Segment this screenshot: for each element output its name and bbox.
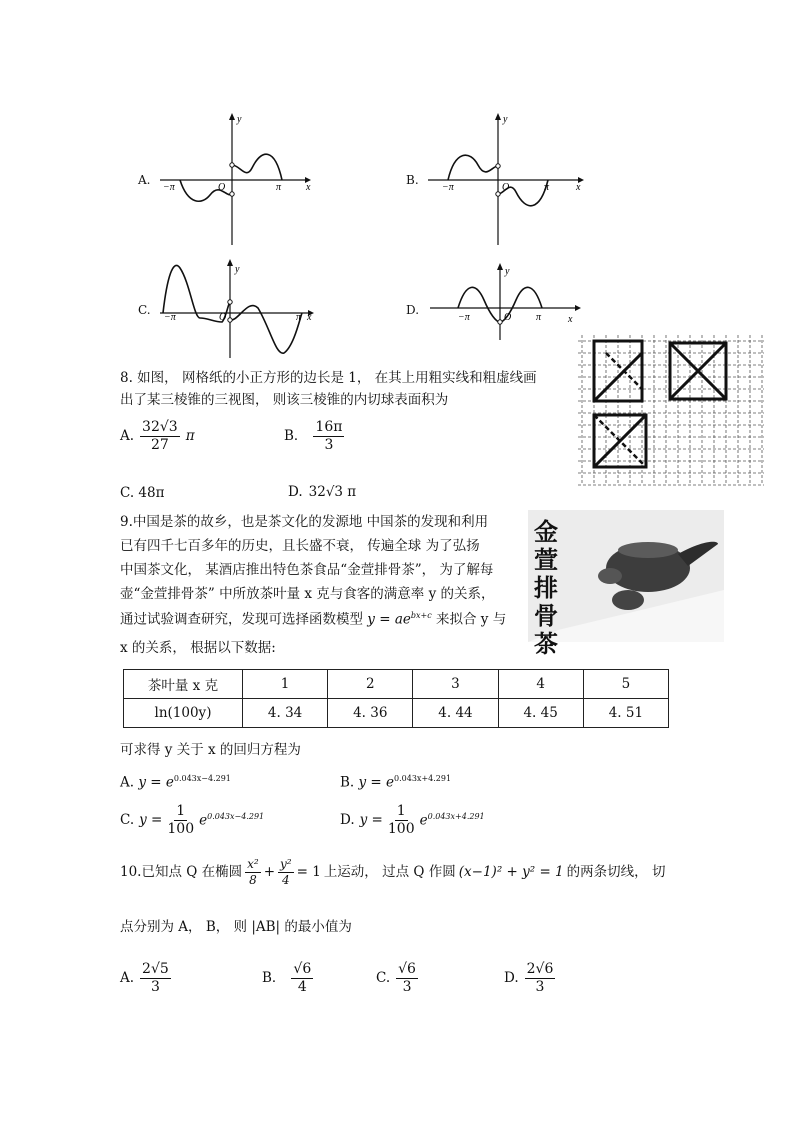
table-row	[124, 670, 669, 699]
neg-pi-label: −π	[163, 182, 175, 193]
numerator: 1	[395, 804, 408, 821]
option-label: A.	[120, 774, 135, 791]
q9-line-1: 9.中国是茶的故乡，也是茶文化的发源地 中国茶的发现和利用	[120, 514, 489, 530]
numerator: 2√5	[140, 962, 171, 979]
numerator: 32√3	[140, 420, 180, 437]
q9-line-3: 中国茶文化， 某酒店推出特色茶食品“金萱排骨茶”， 为了解每	[120, 562, 494, 578]
option-label: B．	[262, 970, 286, 987]
pi-symbol: π	[185, 428, 195, 445]
q9-option-d	[340, 804, 485, 838]
denominator: 4	[297, 979, 307, 996]
denominator: 8	[249, 873, 257, 888]
table-header-cell: ln(100y)	[124, 699, 243, 728]
option-label: B．	[284, 428, 308, 445]
neg-pi-label: −π	[442, 182, 454, 193]
q10-text: 10.已知点 Q 在椭圆	[120, 863, 243, 880]
exponent: 0.043x−4.291	[207, 812, 265, 822]
pi-label: π	[536, 312, 542, 323]
fraction	[291, 962, 313, 996]
origin-label: O	[218, 182, 226, 193]
denominator: 3	[402, 979, 412, 996]
q10-option-c	[376, 962, 418, 996]
y-axis-label: y	[505, 266, 510, 277]
base: e	[419, 812, 428, 829]
sine-graph-a	[130, 110, 330, 250]
option-label: D.	[340, 812, 355, 829]
fraction	[140, 420, 180, 454]
denominator: 27	[150, 437, 169, 454]
x-axis-label: x	[568, 314, 573, 325]
graph-option-a	[130, 110, 330, 250]
q8-line-2: 出了某三棱锥的三视图， 则该三棱锥的内切球表面积为	[120, 392, 449, 408]
three-view-grid-figure	[578, 335, 768, 487]
graph-option-c	[130, 258, 330, 363]
q8-option-a	[120, 420, 195, 454]
formula-lhs: y =	[359, 812, 383, 829]
q10-option-b	[262, 962, 313, 996]
option-value: 32√3 π	[308, 484, 357, 500]
formula: y = e	[358, 774, 395, 791]
pi-label: π	[296, 312, 302, 323]
x-axis-label: x	[576, 182, 581, 193]
numerator: √6	[396, 962, 418, 979]
q9-question: 可求得 y 关于 x 的回归方程为	[120, 742, 301, 758]
ellipse-y-term	[278, 858, 294, 887]
graph-option-d	[400, 262, 600, 342]
table-cell: 4. 44	[413, 699, 498, 728]
pi-label: π	[544, 182, 550, 193]
ellipse-x-term	[245, 858, 261, 887]
option-label: A.	[120, 428, 135, 445]
q9-line-2: 已有四千七百多年的历史，且长盛不衰， 传遍全球 为了弘扬	[120, 538, 480, 554]
tea-image-caption: 金萱排骨茶	[534, 517, 558, 658]
q9-line-5	[120, 612, 506, 627]
option-label: D.	[504, 970, 519, 987]
q8-line-1: 8. 如图， 网格纸的小正方形的边长是 1， 在其上用粗实线和粗虚线画	[120, 370, 537, 386]
sine-graph-b	[400, 110, 600, 250]
origin-label: O	[504, 312, 512, 323]
q9-text: 来拟合 y 与	[435, 611, 507, 628]
tea-image	[528, 510, 724, 658]
q9-text: 通过试验调查研究，发现可选择函数模型	[120, 611, 363, 628]
table-cell: 3	[413, 670, 498, 699]
pi-label: π	[276, 182, 282, 193]
q8-option-c: C. 48π	[120, 485, 165, 501]
numerator: √6	[291, 962, 313, 979]
denominator: 100	[387, 821, 415, 838]
q10-text: 的两条切线， 切	[566, 863, 666, 880]
fraction	[388, 804, 415, 838]
option-label: A.	[120, 970, 135, 987]
table-cell: 1	[243, 670, 328, 699]
q10-option-d	[504, 962, 555, 996]
numerator: x²	[245, 858, 261, 873]
denominator: 3	[150, 979, 160, 996]
denominator: 3	[324, 437, 334, 454]
exponent: 0.043x−4.291	[173, 774, 231, 783]
q9-option-c	[120, 804, 264, 838]
formula: y = e	[138, 774, 174, 791]
x-axis-label: x	[306, 182, 311, 193]
base: e	[199, 812, 208, 829]
formula	[420, 813, 485, 828]
numerator: 2√6	[525, 962, 556, 979]
table-cell: 4. 45	[498, 699, 583, 728]
q10-line-2: 点分别为 A， B， 则 |AB| 的最小值为	[120, 919, 352, 935]
table-row	[124, 699, 669, 728]
option-label: C.	[138, 303, 151, 317]
denominator: 3	[535, 979, 545, 996]
option-label: A.	[138, 173, 151, 187]
table-cell: 5	[583, 670, 668, 699]
y-axis-label: y	[503, 114, 508, 125]
origin-label: O	[502, 182, 510, 193]
circle-equation: (x−1)² + y² = 1	[458, 863, 564, 880]
q8-option-d	[288, 486, 356, 500]
formula	[199, 813, 264, 828]
graph-option-b	[400, 110, 600, 250]
q9-option-a	[120, 775, 231, 790]
option-label: B.	[340, 774, 355, 791]
plus-sign: +	[263, 863, 276, 880]
q10-line-1	[120, 858, 665, 887]
table-cell: 4. 34	[243, 699, 328, 728]
model-formula: y = ae	[367, 611, 411, 628]
fraction	[167, 804, 194, 838]
table-cell: 4	[498, 670, 583, 699]
sine-graph-c	[130, 258, 330, 363]
q9-option-b	[340, 775, 451, 790]
neg-pi-label: −π	[458, 312, 470, 323]
fraction	[396, 962, 418, 996]
table-header-cell: 茶叶量 x 克	[124, 670, 243, 699]
q9-line-4: 壶“金萱排骨茶” 中所放茶叶量 x 克与食客的满意率 y 的关系，	[120, 586, 495, 602]
q10-text: 上运动， 过点 Q 作圆	[323, 863, 456, 880]
fraction	[525, 962, 556, 996]
denominator: 100	[167, 821, 195, 838]
numerator: 16π	[313, 420, 344, 437]
numerator: y²	[278, 858, 294, 873]
x-axis-label: x	[307, 312, 312, 323]
fraction	[140, 962, 171, 996]
option-label: D.	[288, 484, 303, 500]
data-table	[123, 669, 669, 728]
option-label: C.	[376, 970, 391, 987]
option-label: C.	[120, 812, 135, 829]
model-exponent: bx+c	[410, 611, 432, 620]
y-axis-label: y	[237, 114, 242, 125]
exponent: 0.043x+4.291	[394, 774, 452, 783]
sine-graph-d	[400, 262, 600, 342]
formula-lhs: y =	[139, 812, 163, 829]
table-cell: 4. 36	[328, 699, 413, 728]
fraction	[313, 420, 344, 454]
neg-pi-label: −π	[164, 312, 176, 323]
y-axis-label: y	[235, 264, 240, 275]
equals-one: = 1	[296, 863, 321, 880]
option-label: B.	[406, 173, 419, 187]
numerator: 1	[174, 804, 187, 821]
q10-option-a	[120, 962, 171, 996]
table-cell: 2	[328, 670, 413, 699]
exponent: 0.043x+4.291	[427, 812, 485, 822]
option-label: D.	[406, 303, 420, 317]
denominator: 4	[281, 873, 290, 888]
q8-option-b	[284, 420, 344, 454]
q9-line-6: x 的关系， 根据以下数据:	[120, 640, 276, 656]
origin-label: O	[219, 312, 227, 323]
table-cell: 4. 51	[583, 699, 668, 728]
